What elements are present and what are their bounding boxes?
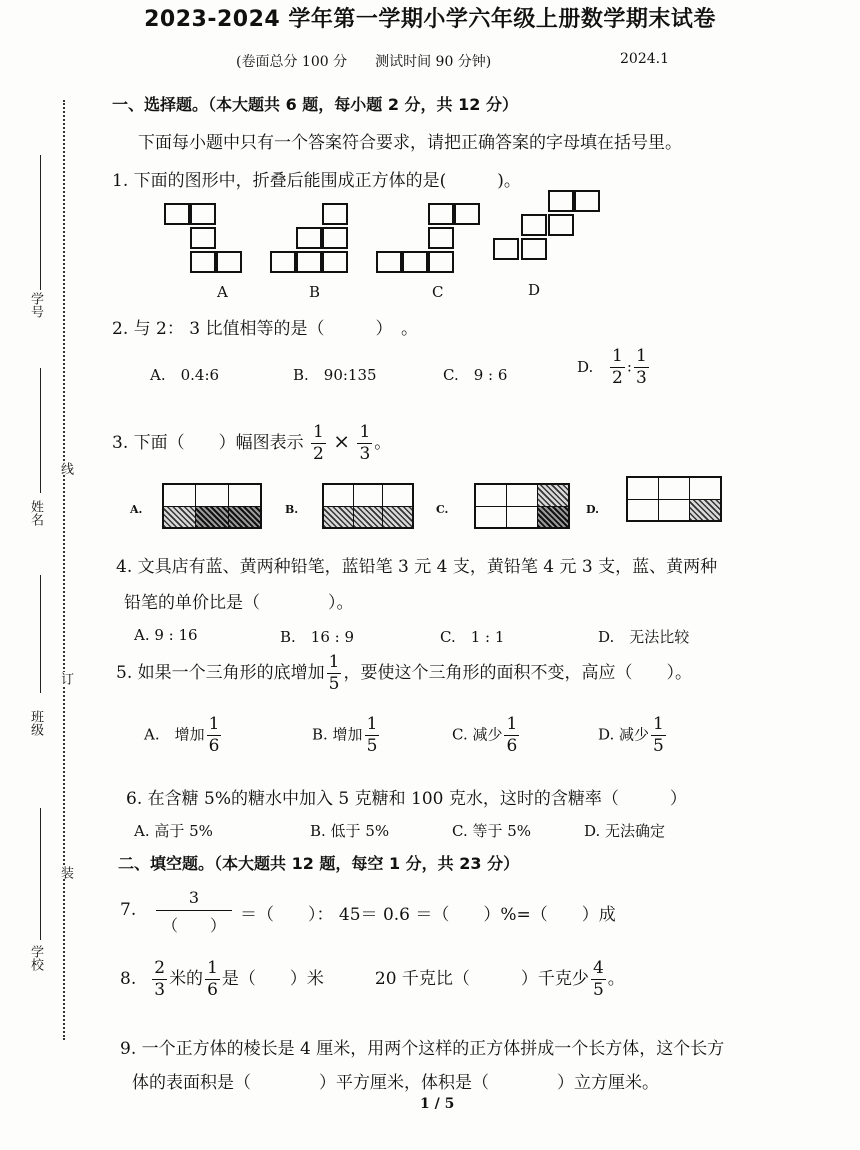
binding-dotted-line [63,100,65,1040]
class-underline [40,575,41,693]
q3-fraction-2: $\frac{1}{3}$ [359,422,371,464]
q8-text: 8. $\frac{2}{3}$ 米的 $\frac{1}{6}$ 是（ ）米 20 千克比（ ）千克少 $\frac{4}{5}$ 。 [120,958,625,1000]
q2-option-a: A. 0.4:6 [150,366,220,384]
name-underline [40,368,41,493]
score-info: (卷面总分 100 分 测试时间 90 分钟) [236,54,492,70]
q3-fraction-1: $\frac{1}{2}$ [313,422,324,464]
q6-text: 6. 在含糖 5%的糖水中加入 5 克糖和 100 克水，这时的含糖率（ ） [126,789,687,809]
q2-option-d: D. $\frac{1}{2}$ : $\frac{1}{3}$ [577,346,647,388]
q1-label-c: C [432,283,444,301]
q3-figure-d [626,476,722,522]
q7-num: 7. [120,900,137,920]
section2-heading: 二、填空题。（本大题共 12 题，每空 1 分，共 23 分） [118,854,520,873]
q5-option-c: C. 减少 $\frac{1}{6}$ [452,714,518,756]
student-id-underline [40,155,41,290]
student-id-label: 学号 [28,292,43,318]
q6-option-c: C. 等于 5% [452,822,532,840]
q7-rest: ＝（ ）： 45＝ 0.6 ＝（ ）%=（ ）成 [240,905,616,925]
q5-option-d: D. 减少 $\frac{1}{5}$ [598,714,664,756]
q4-option-c: C. 1 : 1 [440,628,505,646]
q3-option-a-label: A. [130,503,143,516]
q3-text: 3. 下面（ ）幅图表示 $\frac{1}{2}$ × $\frac{1}{3}$ 。 [112,422,392,464]
q3-figure-b [322,483,414,529]
q5-option-b: B. 增加 $\frac{1}{5}$ [312,714,378,756]
zhuang-mark: 装 [58,866,73,879]
class-label: 班级 [28,710,43,736]
q1-label-d: D [528,281,541,299]
q2-text: 2. 与 2： 3 比值相等的是（ ） 。 [112,319,418,339]
q4-option-d: D. 无法比较 [598,628,690,646]
q2-fraction-1: $\frac{1}{2}$ [612,346,623,388]
q3-figure-a [162,483,262,529]
exam-title: 2023-2024 学年第一学期小学六年级上册数学期末试卷 [144,7,716,32]
q7-fraction: 3 （ ） [156,888,232,936]
q4-option-a: A. 9 : 16 [134,626,198,644]
q5-text: 5. 如果一个三角形的底增加 $\frac{1}{5}$ ，要使这个三角形的面积不变，高应（ ）。 [116,652,692,694]
q4-line2: 铅笔的单价比是（ ）。 [124,593,354,613]
q6-option-d: D. 无法确定 [584,822,666,840]
q5-option-a: A. 增加 $\frac{1}{6}$ [144,714,220,756]
q9-line2: 体的表面积是（ ）平方厘米，体积是（ ）立方厘米。 [132,1073,659,1093]
q3-option-d-label: D. [586,503,599,516]
q1-label-b: B [309,283,321,301]
q2-option-b: B. 90:135 [293,366,377,384]
q4-option-b: B. 16 : 9 [280,628,355,646]
exam-date: 2024.1 [620,51,669,67]
q2-option-d-prefix: D. [577,357,594,376]
q6-option-a: A. 高于 5% [134,822,213,840]
page-number: 1 / 5 [420,1096,455,1112]
name-label: 姓名 [28,500,43,526]
school-label: 学校 [28,945,43,971]
q3-option-b-label: B. [285,503,299,516]
q5-fraction: $\frac{1}{5}$ [328,652,340,694]
school-underline [40,808,41,940]
q1-text: 1. 下面的图形中，折叠后能围成正方体的是( )。 [112,171,521,191]
q4-line1: 4. 文具店有蓝、黄两种铅笔，蓝铅笔 3 元 4 支，黄铅笔 4 元 3 支，蓝、黄两种 [116,557,718,577]
q3-figure-c [474,483,570,529]
q6-option-b: B. 低于 5% [310,822,390,840]
q3-option-c-label: C. [436,503,449,516]
q2-fraction-2: $\frac{1}{3}$ [635,346,647,388]
q2-option-c: C. 9 : 6 [443,366,508,384]
q9-line1: 9. 一个正方体的棱长是 4 厘米，用两个这样的正方体拼成一个长方体，这个长方 [120,1039,725,1059]
line-mark: 线 [58,462,73,475]
section1-instruction: 下面每小题中只有一个答案符合要求，请把正确答案的字母填在括号里。 [138,133,682,153]
q1-label-a: A [217,283,228,301]
section1-heading: 一、选择题。（本大题共 6 题，每小题 2 分，共 12 分） [112,95,518,114]
ding-mark: 订 [58,672,73,685]
